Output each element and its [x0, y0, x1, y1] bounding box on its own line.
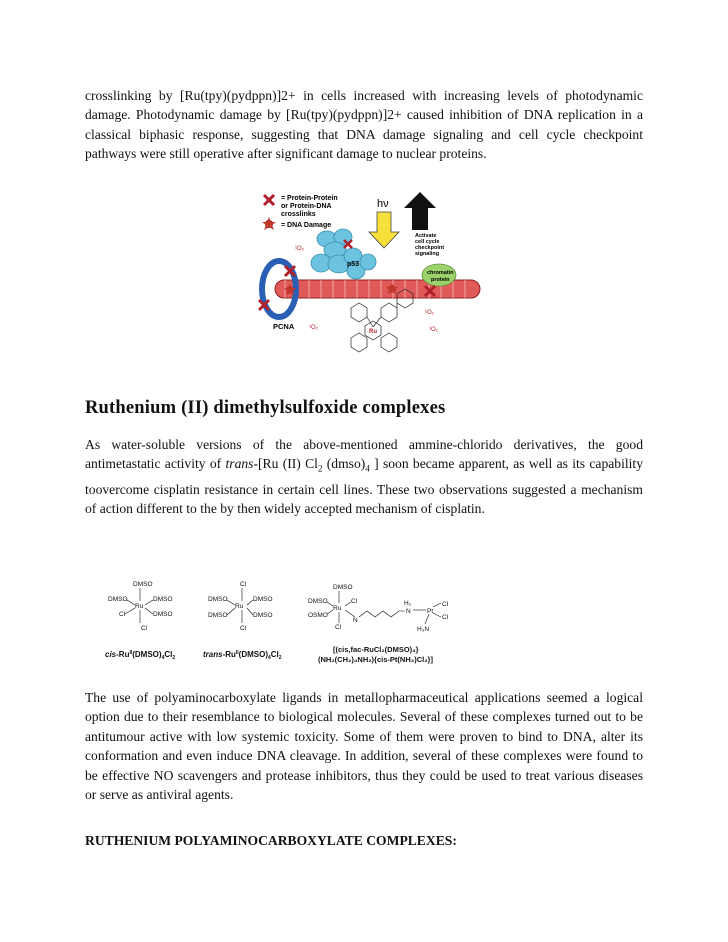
dinuclear-ru: Ru [333, 605, 342, 612]
p2-text-a: As water-soluble versions of the above-mentioned ammine-chlorido derivatives, the good antimetastatic activity of [85, 437, 643, 472]
trans-cl-bottom: Cl [240, 625, 247, 632]
singlet-oxygen-right: ¹O₂ [425, 310, 434, 316]
dinuclear-cl-right: Cl [351, 598, 358, 605]
dinuclear-cl-pt-bottom: Cl [442, 614, 449, 621]
trans-caption: trans-$Ru^{II}(DMSO)_4Cl_2$ [203, 650, 282, 661]
trans-dmso-bottom-left: DMSO [208, 612, 228, 619]
pcna-label: PCNA [273, 322, 295, 331]
p2-text-b: -[Ru (II) Cl [253, 456, 318, 472]
dinuclear-pt: Pt [427, 608, 434, 615]
heading-polyaminocarboxylate: RUTHENIUM POLYAMINOCARBOXYLATE COMPLEXES: [85, 833, 457, 848]
dinuclear-cl-pt-top: Cl [442, 601, 449, 608]
legend-dna-damage: = DNA Damage [281, 222, 332, 229]
light-hv-label: hν [377, 198, 389, 210]
dinuclear-bonds [327, 591, 441, 624]
trans-dmso-top-right: DMSO [253, 596, 273, 603]
trans-dmso-bottom-right: DMSO [253, 612, 273, 619]
activate-line2: cell cycle [415, 239, 440, 245]
legend-crosslink-marker [264, 195, 274, 205]
dinuclear-caption-line1: [(cis,fac-RuCl₂(DMSO)₃} [333, 645, 419, 654]
singlet-oxygen-left: ¹O₂ [309, 325, 318, 331]
p2-sub-4: 4 [365, 464, 370, 475]
cis-dmso-left: DMSO [108, 596, 128, 603]
ru-dmso-structures-figure [105, 577, 465, 667]
legend-crosslinks-line2: or Protein-DNA [281, 203, 332, 210]
legend-dna-damage-star [262, 217, 276, 230]
cis-dmso-right-bottom: DMSO [153, 611, 173, 618]
heading-ruthenium-dmso: Ruthenium (II) dimethylsulfoxide complexes [85, 398, 446, 418]
photodynamic-damage-figure [255, 188, 485, 360]
p2-trans: trans [225, 456, 254, 472]
activate-arrow-icon [404, 192, 436, 230]
paragraph-polyaminocarboxylate: The use of polyaminocarboxylate ligands in metallopharmaceutical applications seemed a logical option due to their resemblance to biological molecules. Several of these complexes turned out to be antitumour active with low systemic toxicity. Some of them were proven to bind to DNA, alter its conformation and even induce DNA cleavage. In addition, several of these complexes were found to be effective NO scavengers and protease inhibitors, thus they could be used to treat various diseases or serve as antiviral agents. [85, 690, 643, 803]
chromatin-label-1: chromatin [427, 270, 454, 276]
trans-cl-top: Cl [240, 581, 247, 588]
legend-crosslinks-line3: crosslinks [281, 211, 316, 218]
dinuclear-h3n: H₃N [417, 626, 430, 633]
activate-line1: Activate [415, 233, 437, 239]
paragraph-crosslinking: crosslinking by [Ru(tpy)(pydppn)]2+ in cells increased with increasing levels of photodynamic damage. Photodynamic damage by [Ru(tpy)(pydppn)]2+ caused inhibition of DNA replication in a classical biphasic response, suggesting that DNA damage signaling and cell cycle checkpoint pathways were still operative after significant damage to nuclear proteins. [85, 88, 643, 162]
ru-center-label: Ru [369, 329, 377, 335]
light-arrow-icon [369, 212, 399, 248]
trans-dmso-top-left: DMSO [208, 596, 228, 603]
chromatin-label-2: protein [431, 277, 450, 283]
activate-line4: signaling [415, 251, 440, 257]
dinuclear-caption-line2: (NH₂(CH₂)₄NH₂){cis-Pt(NH₃)Cl₂}] [318, 655, 433, 664]
cis-cl-left: Cl [119, 611, 126, 618]
dinuclear-cl-bottom: Cl [335, 624, 342, 631]
cis-dmso-right-top: DMSO [153, 596, 173, 603]
p2-text-c: (dmso) [322, 456, 366, 472]
dinuclear-n-left: N [353, 617, 358, 624]
cis-cl-bottom: Cl [141, 625, 148, 632]
p53-label: p53 [347, 261, 360, 268]
trans-ru: Ru [235, 603, 244, 610]
dinuclear-osmo: OSMO [308, 612, 328, 619]
p2-text-d: ] soon became apparent, as well as its capability toovercome cisplatin resistance in certain cell lines. These two observations suggested a mechanism of action different to the by then widely accepted mechanism of cisplatin. [85, 456, 643, 516]
singlet-oxygen-bottom-right: ¹O₂ [429, 327, 438, 333]
dinuclear-n-right: N [406, 608, 411, 615]
singlet-oxygen-top: ¹O₂ [295, 246, 304, 252]
p2-sub-2: 2 [317, 464, 323, 475]
paragraph-dmso-complexes [85, 435, 643, 518]
dinuclear-h2-top: H₂ [404, 600, 412, 607]
dinuclear-dmso-top: DMSO [333, 584, 353, 591]
cis-ru: Ru [135, 603, 144, 610]
cis-caption: cis-$Ru^{II}(DMSO)_4Cl_2$ [105, 650, 176, 661]
activate-line3: checkpoint [415, 245, 445, 251]
legend-crosslinks-line1: = Protein-Protein [281, 195, 338, 202]
cis-dmso-top: DMSO [133, 581, 153, 588]
dinuclear-dmso-left: DMSO [308, 598, 328, 605]
protein-cluster [311, 229, 376, 279]
